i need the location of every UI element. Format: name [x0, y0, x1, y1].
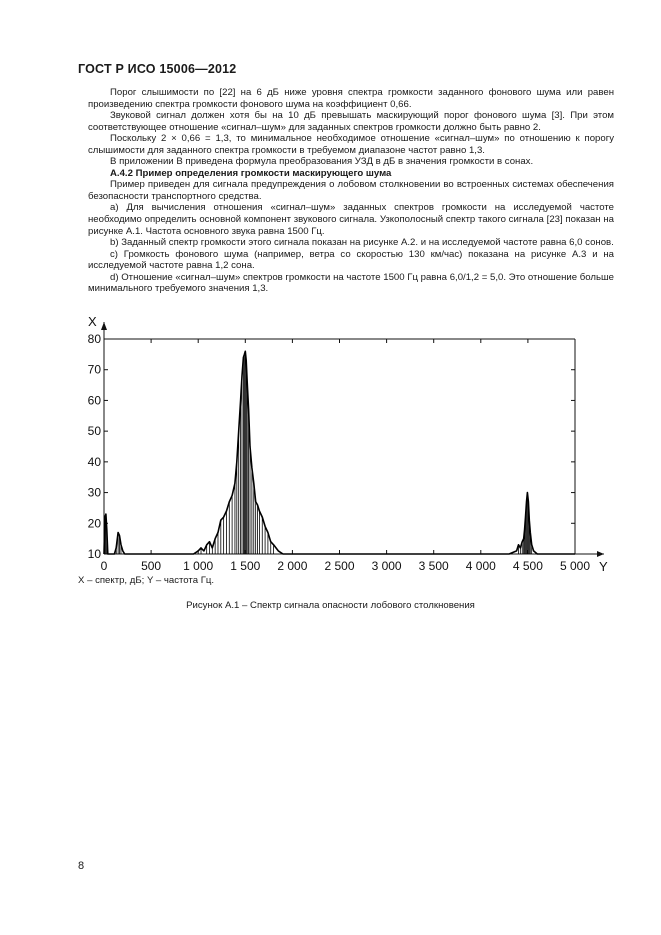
y-tick-label: 40 [87, 454, 101, 469]
x-tick-label: 4 000 [465, 559, 496, 573]
paragraph: d) Отношение «сигнал–шум» спектров громкости на частоте 1500 Гц равна 6,0/1,2 = 5,0. Это отношение больше минимального требуемого значения 1,3. [88, 271, 614, 295]
x-tick-label: 0 [100, 559, 108, 573]
y-tick-label: 70 [87, 362, 101, 377]
x-tick-label: 4 500 [512, 559, 543, 573]
paragraph: Порог слышимости по [22] на 6 дБ ниже уровня спектра громкости заданного фонового шума или равен произведению спектра громкости фонового шума на коэффициент 0,66. [88, 87, 614, 110]
x-tick-label: 2 000 [277, 559, 308, 573]
y-tick-label: 80 [87, 332, 101, 346]
y-axis-arrow [101, 322, 107, 330]
paragraph: Звуковой сигнал должен хотя бы на 10 дБ превышать маскирующий порог фонового шума [3]. При этом соответствующее отношение «сигнал–шум» для заданных спектров громкости должно быть равно 2. [88, 110, 614, 133]
y-tick-label: 20 [87, 516, 101, 531]
x-axis-arrow [597, 551, 604, 557]
x-tick-label: 1 500 [230, 559, 261, 573]
figure-caption: Рисунок А.1 – Спектр сигнала опасности лобового столкновения [186, 600, 475, 611]
x-tick-label: 1 000 [183, 559, 214, 573]
paragraph: c) Громкость фонового шума (например, ветра со скоростью 130 км/час) показана на рисунке А.3 и на исследуемой частоте равна 1,2 сона. [88, 248, 614, 272]
y-tick-label: 30 [87, 485, 101, 500]
x-axis-letter: Y [599, 559, 608, 574]
paragraph: b) Заданный спектр громкости этого сигнала показан на рисунке А.2. и на исследуемой частоте равна 6,0 сонов. [110, 237, 614, 249]
paragraph: Пример приведен для сигнала предупреждения о лобовом столкновении во встроенных системах обеспечения безопасности транспортного средства. [88, 179, 614, 202]
page-number: 8 [78, 860, 85, 872]
chart-legend: X – спектр, дБ; Y – частота Гц. [78, 575, 215, 586]
y-tick-label: 50 [87, 424, 101, 439]
spectrum-series-line [104, 351, 575, 554]
y-tick-label: 60 [87, 393, 101, 408]
paragraph: a) Для вычисления отношения «сигнал–шум» заданных спектров громкости на исследуемой частоте необходимо определить основной компонент звукового сигнала. Узкополосный спектр такого сигнала [23] показан на рисунке А.1. Частота основного звука равна 1500 Гц. [88, 202, 614, 237]
document-header: ГОСТ Р ИСО 15006—2012 [78, 62, 237, 76]
paragraph: Поскольку 2 × 0,66 = 1,3, то минимальное необходимое отношение «сигнал–шум» по отношению к порогу слышимости для заданного спектра громкости в требуемом диапазоне частот равно 1,3. [88, 133, 614, 156]
x-tick-label: 5 000 [559, 559, 591, 573]
x-tick-label: 500 [141, 559, 162, 573]
section-heading: А.4.2 Пример определения громкости маскирующего шума [110, 167, 392, 179]
x-tick-label: 3 500 [418, 559, 449, 573]
y-axis-letter: X [88, 314, 97, 329]
paragraph: В приложении В приведена формула преобразования УЗД в дБ в значения громкости в сонах. [110, 156, 534, 168]
x-tick-label: 3 000 [371, 559, 402, 573]
x-tick-label: 2 500 [324, 559, 355, 573]
y-tick-label: 10 [87, 547, 101, 561]
